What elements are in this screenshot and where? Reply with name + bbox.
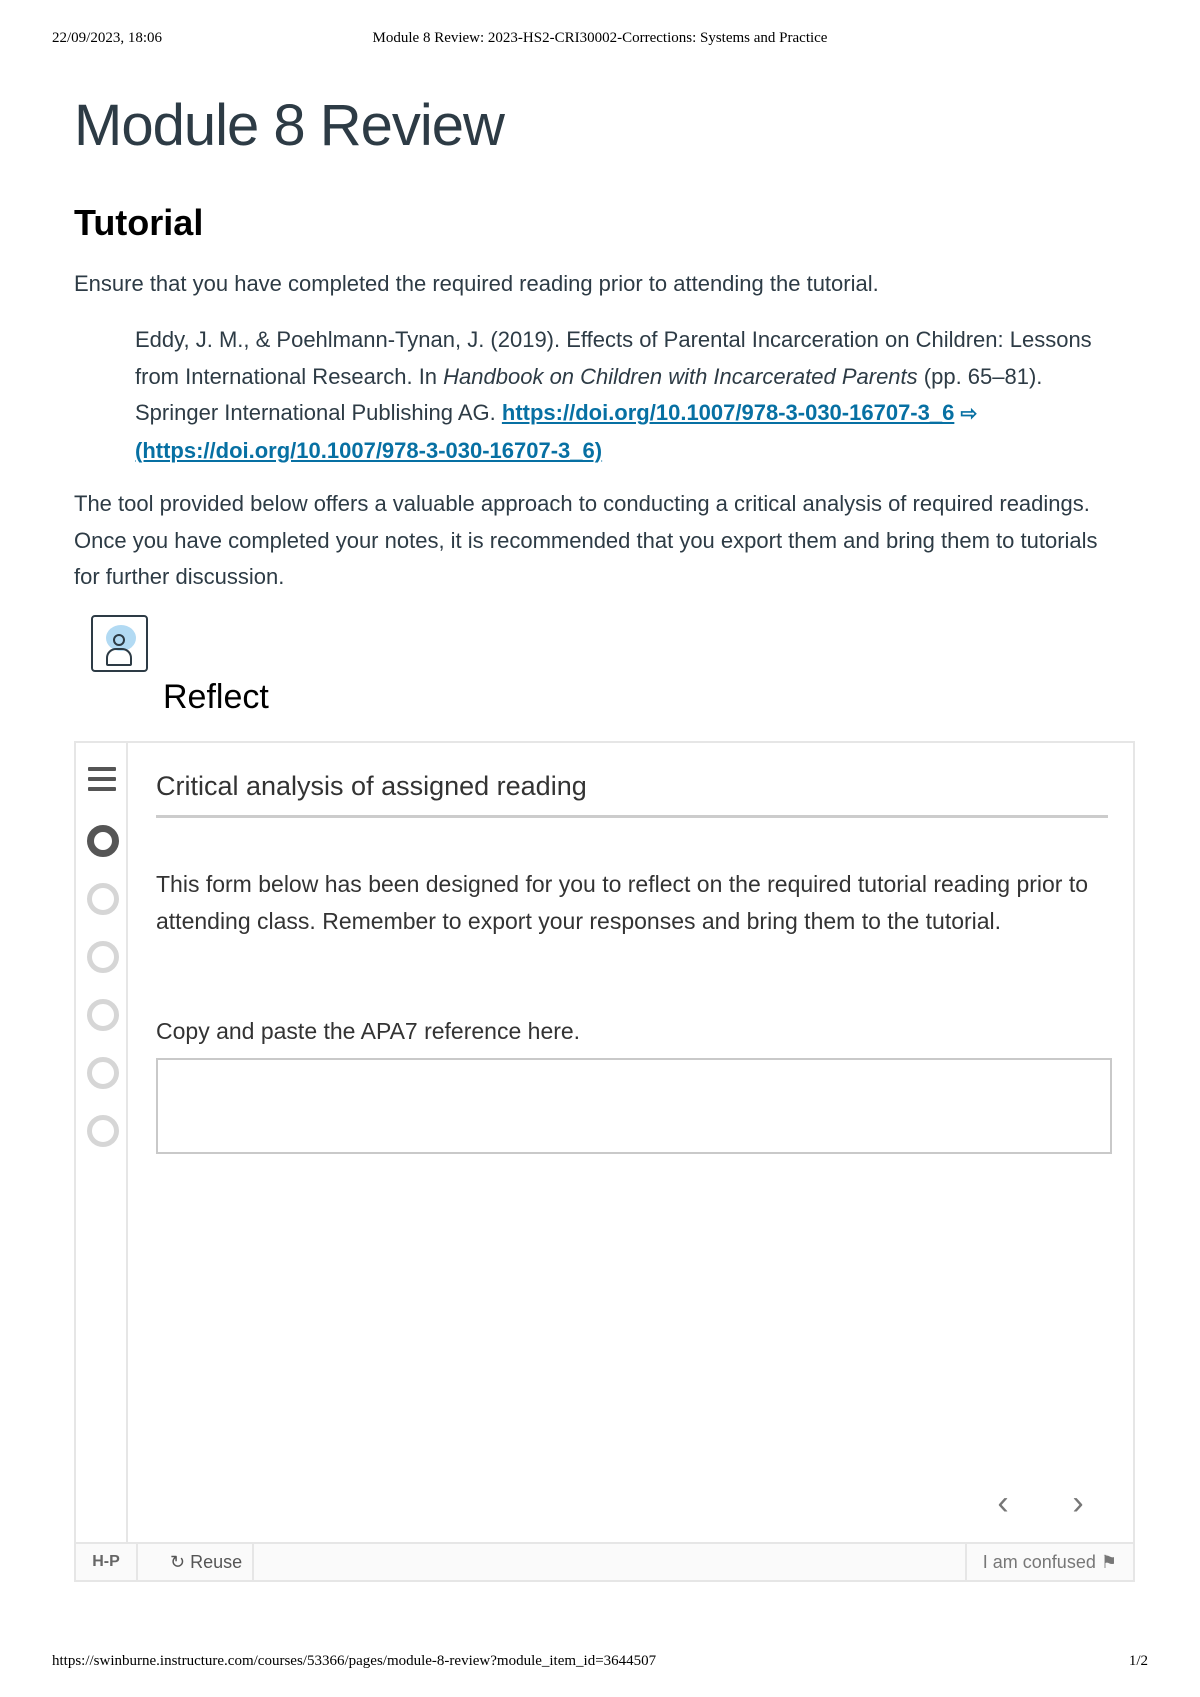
external-link-icon: ⇨ [960,403,978,425]
refresh-icon: ↻ [170,1552,186,1572]
step-3-indicator[interactable] [87,941,119,973]
step-1-indicator[interactable] [87,825,119,857]
reference-book-title: Handbook on Children with Incarcerated Parents [443,363,918,389]
reference-field-label: Copy and paste the APA7 reference here. [156,1018,581,1044]
confused-label: I am confused [982,1552,1096,1572]
reference-text-before: Eddy, J. M., & Poehlmann-Tynan, J. (2019). Effects of Parental Incarceration on Children: Lessons from International Research. In [135,327,1092,389]
print-title: Module 8 Review: 2023-HS2-CRI30002-Corrections: Systems and Practice [372,30,828,46]
title-divider [156,815,1108,818]
flag-icon: ⚑ [1100,1552,1117,1572]
step-4-indicator[interactable] [87,999,119,1031]
reference-text-after: (pp. 65–81). Springer International Publishing AG. [135,363,1043,425]
reference-blockquote [135,322,1125,469]
print-url: https://swinburne.instructure.com/courses/53366/pages/module-8-review?module_item_id=3644507 [52,1653,657,1669]
chevron-right-icon[interactable]: › [1072,1484,1084,1522]
reuse-button[interactable] [160,1544,254,1580]
h5p-widget [74,741,1135,1582]
hamburger-icon[interactable] [88,767,116,791]
h5p-title: Critical analysis of assigned reading [156,771,587,801]
reference-input[interactable] [156,1058,1112,1154]
step-5-indicator[interactable] [87,1057,119,1089]
section-heading: Tutorial [74,202,204,243]
reflect-icon [91,615,148,672]
print-date: 22/09/2023, 18:06 [52,30,163,46]
h5p-logo[interactable]: H-P [76,1544,138,1580]
external-link-text: (https://doi.org/10.1007/978-3-030-16707-3_6) [135,437,603,463]
doi-link[interactable]: https://doi.org/10.1007/978-3-030-16707-3_6 [501,400,955,425]
page-title: Module 8 Review [74,93,504,158]
reuse-label: Reuse [190,1552,243,1572]
step-6-indicator[interactable] [87,1115,119,1147]
chevron-left-icon[interactable]: ‹ [997,1484,1009,1522]
step-2-indicator[interactable] [87,883,119,915]
instruction-text: Ensure that you have completed the required reading prior to attending the tutorial. [74,271,879,296]
print-header [52,30,1148,50]
confused-button[interactable] [965,1544,1133,1580]
reflect-heading: Reflect [163,678,269,716]
step-sidebar [76,743,128,1542]
h5p-intro: This form below has been designed for you to reflect on the required tutorial reading prior to attending class. Remember to export your responses and bring them to the tutorial. [156,871,1089,934]
print-page-number: 1/2 [1128,1653,1148,1669]
h5p-footer [76,1542,1133,1580]
tool-description: The tool provided below offers a valuable approach to conducting a critical analysis of required readings. Once you have completed your notes, it is recommended that you export them and bring them to tutorials for further discussion. [74,491,1098,589]
